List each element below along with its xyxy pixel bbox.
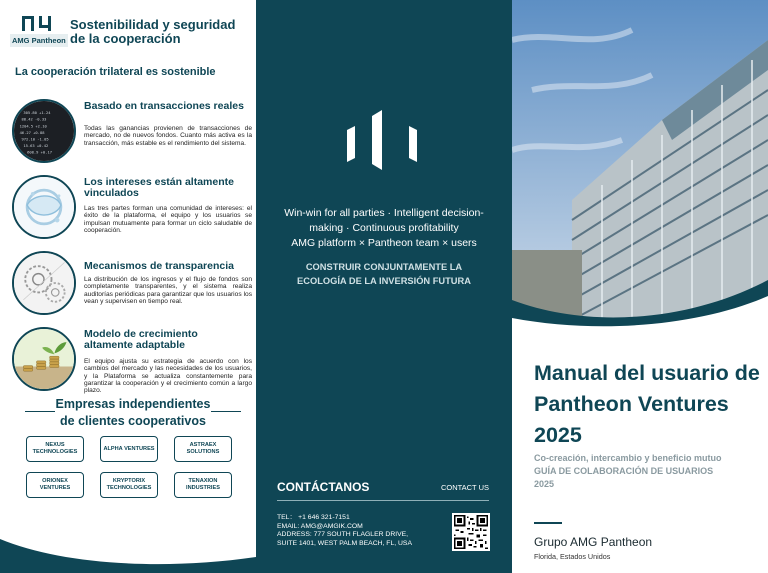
- company-name: Grupo AMG Pantheon: [534, 535, 653, 549]
- client-badge: [26, 472, 84, 498]
- cta-line: CONSTRUIR CONJUNTAMENTE LA: [305, 262, 463, 272]
- contact-info: [277, 514, 447, 548]
- client-badge: [100, 436, 158, 462]
- qr-code: [452, 513, 490, 551]
- divider: [25, 411, 55, 412]
- feature-item: [12, 251, 252, 317]
- svg-text:88.42 -0.33: 88.42 -0.33: [21, 117, 47, 122]
- divider: [277, 500, 489, 501]
- company-location: Florida, Estados Unidos: [534, 552, 611, 561]
- brand-title: [70, 18, 256, 46]
- manual-subtitle-line: GUÍA DE COLABORACIÓN DE USUARIOS: [534, 466, 714, 476]
- contact-address: ADDRESS: 777 SOUTH FLAGLER DRIVE,: [277, 531, 409, 538]
- right-panel: [512, 0, 768, 573]
- brand-logo: [10, 14, 68, 47]
- client-badge: [174, 472, 232, 498]
- logo-mark-icon: [20, 14, 54, 32]
- clients-grid: [26, 436, 232, 498]
- feature-item: [12, 175, 252, 241]
- manual-subtitle-line: Co-creación, intercambio y beneficio mutuo: [534, 453, 722, 463]
- clockwork-gears-image: [12, 251, 76, 315]
- client-name: TENAXION: [188, 478, 218, 484]
- clients-title-line: Empresas independientes: [55, 397, 211, 411]
- middle-panel: [256, 0, 512, 573]
- svg-text:46.27 +0.88: 46.27 +0.88: [19, 130, 45, 135]
- slogan-line: AMG platform × Pantheon team × users: [291, 237, 477, 249]
- client-name: INDUSTRIES: [186, 485, 220, 491]
- client-name: ASTRAEX: [189, 442, 217, 448]
- trading-board-image: [12, 99, 76, 163]
- client-name: NEXUS: [45, 442, 65, 448]
- slogan: [276, 206, 492, 251]
- feature-body: El equipo ajusta su estrategia de acuerdo con los cambios del mercado y las necesidades de los usuarios, y la Plataforma se actualiza constantemente para garantizar la cooperación y el crecimiento común a largo plazo.: [84, 358, 252, 395]
- water-splash-image: [12, 175, 76, 239]
- feature-item: [12, 99, 252, 165]
- section-title: La cooperación trilateral es sostenible: [15, 66, 216, 78]
- feature-body: La distribución de los ingresos y el flujo de fondos son completamente transparentes, y el sistema realiza auditorías periódicas para garantizar que los usuarios los vean y supervisen en tiempo real.: [84, 276, 252, 305]
- feature-body: Las tres partes forman una comunidad de intereses: el éxito de la plataforma, el equipo y los usuarios se impulsan mutuamente para formar un ciclo saludable de cooperación.: [84, 205, 252, 234]
- svg-text:15.63 +0.42: 15.63 +0.42: [23, 143, 49, 148]
- contact-title: CONTÁCTANOS: [277, 480, 370, 494]
- slogan-line: Win-win for all parties · Intelligent decision-: [284, 207, 484, 219]
- building-photo: [512, 0, 768, 330]
- bottom-wave-decoration: [0, 509, 256, 573]
- feature-body: Todas las ganancias provienen de transacciones de mercado, no de nuevos fondos. Cuanto más activa es la transacción, más estable es el rendimiento del sistema.: [84, 125, 252, 147]
- feature-title: Mecanismos de transparencia: [84, 260, 234, 272]
- manual-title-line: 2025: [534, 423, 582, 447]
- client-name: ORIONEX: [42, 478, 68, 484]
- svg-text:305.80 +1.24: 305.80 +1.24: [23, 111, 51, 116]
- clients-title-line: de clientes cooperativos: [60, 414, 206, 428]
- clients-title: [25, 396, 241, 430]
- slogan-line: making · Continuous profitability: [309, 222, 459, 234]
- manual-title-line: Manual del usuario de: [534, 361, 760, 385]
- divider: [211, 411, 241, 412]
- svg-text:608.9 +0.17: 608.9 +0.17: [27, 150, 52, 155]
- left-panel: [0, 0, 256, 573]
- manual-title-line: Pantheon Ventures: [534, 392, 729, 416]
- client-badge: [26, 436, 84, 462]
- logo-label: AMG Pantheon: [10, 34, 68, 47]
- divider: [534, 522, 562, 524]
- manual-subtitle: [534, 452, 762, 491]
- client-badge: [100, 472, 158, 498]
- cta-line: ECOLOGÍA DE LA INVERSIÓN FUTURA: [297, 276, 471, 286]
- feature-title-line: altamente adaptable: [84, 339, 185, 351]
- feature-title: Basado en transacciones reales: [84, 100, 244, 112]
- manual-title: [534, 358, 762, 451]
- contact-email: EMAIL: AMG@AMGIK.COM: [277, 522, 363, 530]
- client-name: TECHNOLOGIES: [106, 485, 152, 491]
- feature-item: [12, 327, 252, 395]
- feature-title: Los intereses están altamente vinculados: [84, 176, 234, 199]
- svg-text:1204.5 +2.10: 1204.5 +2.10: [19, 124, 47, 129]
- contact-phone: TEL： +1 646 321-7151: [277, 514, 350, 521]
- contact-address: SUITE 1401, WEST PALM BEACH, FL, USA: [277, 539, 412, 547]
- client-name: ALPHA VENTURES: [103, 445, 155, 452]
- client-name: KRYPTORIX: [112, 478, 146, 484]
- pillar-logo-icon: [347, 108, 421, 172]
- brand-title-line: de la cooperación: [70, 31, 181, 46]
- brand-title-line: Sostenibilidad y seguridad: [70, 17, 236, 32]
- client-name: SOLUTIONS: [186, 449, 220, 455]
- call-to-action: [276, 260, 492, 288]
- feature-title-line: Modelo de crecimiento: [84, 328, 198, 340]
- client-badge: [174, 436, 232, 462]
- client-name: TECHNOLOGIES: [32, 449, 78, 455]
- feature-title: [84, 329, 250, 351]
- client-name: VENTURES: [39, 485, 71, 491]
- manual-subtitle-line: 2025: [534, 479, 555, 489]
- contact-us-link[interactable]: CONTACT US: [440, 483, 489, 492]
- svg-text:972.10 -1.05: 972.10 -1.05: [21, 137, 49, 142]
- coins-plant-image: [12, 327, 76, 391]
